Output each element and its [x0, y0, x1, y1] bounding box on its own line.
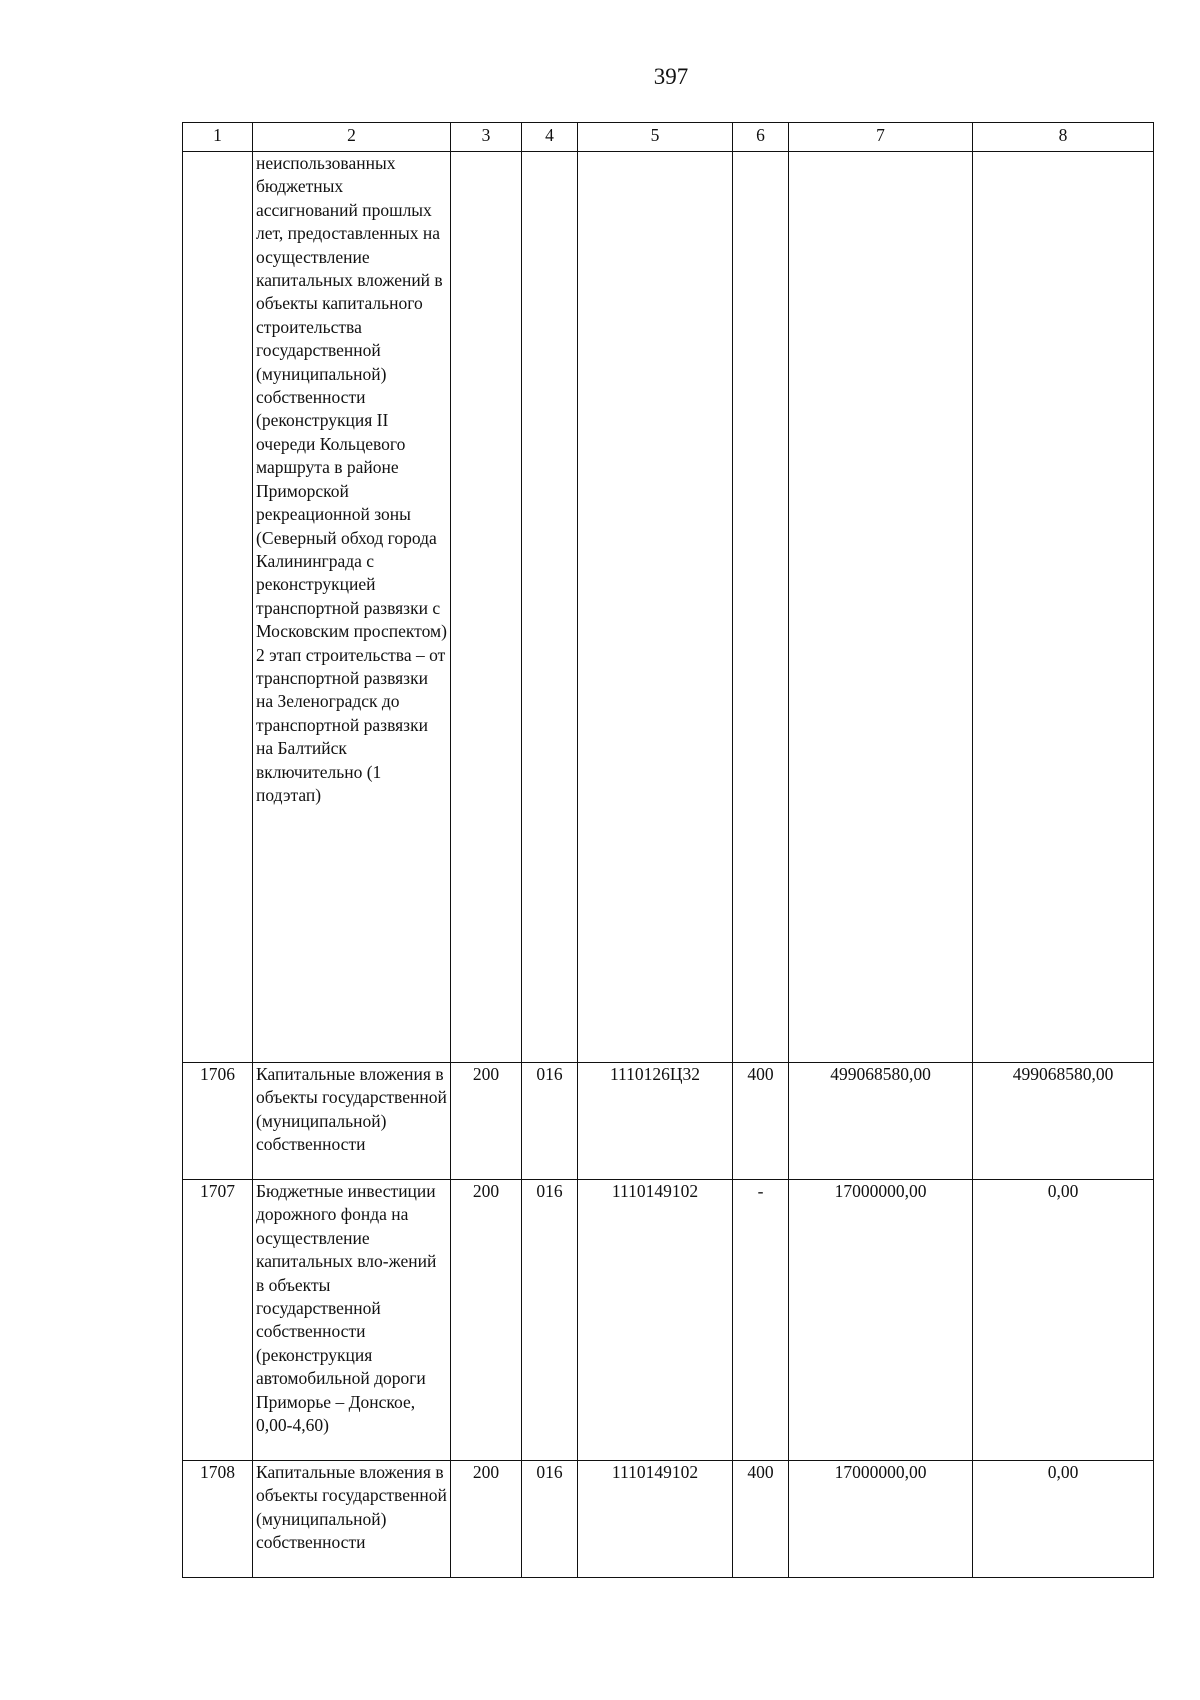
row-number: 1706 — [183, 1063, 253, 1180]
row-col3: 200 — [451, 1180, 522, 1461]
table-row — [183, 1180, 1154, 1461]
row-col3: 200 — [451, 1063, 522, 1180]
row-col8 — [973, 152, 1154, 1063]
row-col6: 400 — [733, 1461, 789, 1578]
column-header: 1 — [183, 123, 253, 152]
row-col4: 016 — [522, 1461, 578, 1578]
row-col7 — [789, 152, 973, 1063]
table-row — [183, 1063, 1154, 1180]
row-col8: 0,00 — [973, 1180, 1154, 1461]
row-col7: 17000000,00 — [789, 1180, 973, 1461]
row-col8: 499068580,00 — [973, 1063, 1154, 1180]
row-number: 1707 — [183, 1180, 253, 1461]
row-col6: - — [733, 1180, 789, 1461]
column-header: 5 — [578, 123, 733, 152]
page-number: 397 — [653, 64, 689, 89]
row-col3 — [451, 152, 522, 1063]
column-header: 8 — [973, 123, 1154, 152]
row-name: Капитальные вложения в объекты государственной (муниципальной) собственности — [253, 1063, 451, 1180]
row-number — [183, 152, 253, 1063]
table-row — [183, 152, 1154, 1063]
column-header: 6 — [733, 123, 789, 152]
row-col4 — [522, 152, 578, 1063]
row-number: 1708 — [183, 1461, 253, 1578]
row-name: Капитальные вложения в объекты государственной (муниципальной) собственности — [253, 1461, 451, 1578]
row-col4: 016 — [522, 1180, 578, 1461]
row-col5 — [578, 152, 733, 1063]
row-col4: 016 — [522, 1063, 578, 1180]
row-name: неиспользованных бюджетных ассигнований прошлых лет, предоставленных на осуществление капитальных вложений в объекты капитального строительства государственной (муниципальной) собственности (реконструкция II очереди Кольцевого маршрута в районе Приморской рекреационной зоны (Северный обход города Калининграда с реконструкцией транспортной развязки с Московским проспектом) 2 этап строительства – от транспортной развязки на Зеленоградск до транспортной развязки на Балтийск включительно (1 подэтап) — [253, 152, 451, 1063]
row-col6: 400 — [733, 1063, 789, 1180]
column-header: 4 — [522, 123, 578, 152]
row-col5: 1110149102 — [578, 1180, 733, 1461]
row-col7: 499068580,00 — [789, 1063, 973, 1180]
column-header: 3 — [451, 123, 522, 152]
row-col3: 200 — [451, 1461, 522, 1578]
column-number-header-row — [183, 123, 1154, 152]
column-header: 2 — [253, 123, 451, 152]
row-col5: 1110126Ц32 — [578, 1063, 733, 1180]
column-header: 7 — [789, 123, 973, 152]
row-col5: 1110149102 — [578, 1461, 733, 1578]
row-col7: 17000000,00 — [789, 1461, 973, 1578]
budget-table — [182, 122, 1154, 1578]
row-col6 — [733, 152, 789, 1063]
row-col8: 0,00 — [973, 1461, 1154, 1578]
row-name: Бюджетные инвестиции дорожного фонда на осуществление капитальных вло-жений в объекты государственной собственности (реконструкция автомобильной дороги Приморье – Донское, 0,00-4,60) — [253, 1180, 451, 1461]
table-row — [183, 1461, 1154, 1578]
